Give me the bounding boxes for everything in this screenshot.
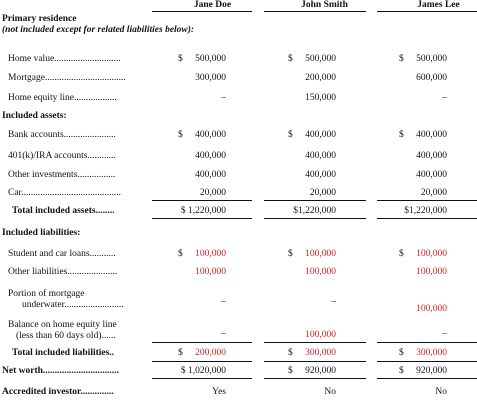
assets-rule-2 (264, 200, 366, 201)
other-liabilities-john: 100,000 (305, 267, 336, 277)
accredited-jane: Yes (212, 387, 226, 397)
total-assets-james: $1,220,000 (404, 206, 447, 216)
row-label-equity-line-line1: Balance on home equity line (8, 320, 117, 330)
other-liabilities-jane: 100,000 (195, 267, 226, 277)
underwater-jane: – (221, 297, 226, 307)
row-label-home-value: Home value............................ (8, 54, 121, 64)
home-value-dollar-2: $ (288, 54, 293, 64)
assets-rule-1 (152, 200, 252, 201)
net-worth-dollar-3: $ (399, 366, 404, 376)
home-equity-jane: – (221, 93, 226, 103)
underwater-james: 100,000 (416, 304, 447, 314)
row-label-home-equity-line: Home equity line.................. (8, 93, 117, 103)
home-value-jane: 500,000 (195, 54, 226, 64)
total-assets-john: $1,220,000 (293, 206, 336, 216)
header-underline-2 (264, 11, 366, 12)
column-header-john-smith: John Smith (301, 0, 348, 10)
net-worth-jane: $ 1,020,000 (180, 366, 226, 376)
total-included-liabilities-label: Total included liabilities.. (12, 348, 115, 358)
liab-rule-1 (152, 342, 252, 343)
liab-total-rule-2 (264, 361, 366, 362)
accredited-investor-label: Accredited investor.............. (2, 387, 114, 397)
loans-dollar-2: $ (288, 249, 293, 259)
total-liab-jane: 200,000 (195, 348, 226, 358)
home-equity-john: 150,000 (305, 93, 336, 103)
row-label-car: Car.......................................... (8, 188, 121, 198)
assets-total-rule-1 (152, 218, 252, 219)
total-liab-dollar-3: $ (399, 348, 404, 358)
equity-line-james: – (442, 329, 447, 339)
total-liab-james: 300,000 (416, 348, 447, 358)
header-underline-1 (152, 11, 252, 12)
home-value-dollar-3: $ (399, 54, 404, 64)
mortgage-jane: 300,000 (195, 73, 226, 83)
section-title-primary-residence: Primary residence (2, 14, 77, 24)
home-value-james: 500,000 (416, 54, 447, 64)
net-worth-rule-1 (152, 378, 252, 379)
row-label-other-liabilities: Other liabilities..................... (8, 267, 118, 277)
other-investments-jane: 400,000 (195, 170, 226, 180)
car-jane: 20,000 (199, 188, 226, 198)
bank-john: 400,000 (305, 130, 336, 140)
loans-jane: 100,000 (195, 249, 226, 259)
401k-james: 400,000 (416, 151, 447, 161)
liab-rule-2 (264, 342, 366, 343)
assets-rule-3 (377, 200, 477, 201)
other-investments-john: 400,000 (305, 170, 336, 180)
liab-total-rule-1 (152, 361, 252, 362)
net-worth-dollar-2: $ (288, 366, 293, 376)
bank-dollar-3: $ (399, 130, 404, 140)
loans-james: 100,000 (416, 249, 447, 259)
net-worth-rule-2 (264, 378, 366, 379)
equity-line-jane: – (221, 329, 226, 339)
net-worth-james: 920,000 (416, 366, 447, 376)
total-assets-jane: $ 1,220,000 (180, 206, 226, 216)
bank-dollar-1: $ (178, 130, 183, 140)
net-worth-john: 920,000 (305, 366, 336, 376)
home-equity-james: – (442, 93, 447, 103)
assets-total-rule-3 (377, 218, 477, 219)
bank-james: 400,000 (416, 130, 447, 140)
mortgage-john: 200,000 (305, 73, 336, 83)
column-header-jane-doe: Jane Doe (193, 0, 232, 10)
total-liab-dollar-1: $ (178, 348, 183, 358)
row-label-bank-accounts: Bank accounts...................... (8, 130, 116, 140)
net-worth-label: Net worth................................ (2, 366, 119, 376)
liab-rule-3 (377, 342, 477, 343)
row-label-mortgage-underwater-line2: underwater......................... (22, 300, 124, 310)
underwater-john: – (331, 297, 336, 307)
equity-line-john: 100,000 (305, 330, 336, 340)
row-label-equity-line-line2: (less than 60 days old)...... (16, 331, 116, 341)
primary-residence-note: not included except for related liabilities below (5, 25, 188, 35)
section-title-included-liabilities: Included liabilities: (2, 228, 81, 238)
assets-total-rule-2 (264, 218, 366, 219)
loans-john: 100,000 (305, 249, 336, 259)
row-label-student-car-loans: Student and car loans........... (8, 249, 116, 259)
mortgage-james: 600,000 (416, 73, 447, 83)
total-liab-dollar-2: $ (288, 348, 293, 358)
section-title-included-assets: Included assets: (2, 111, 67, 121)
loans-dollar-3: $ (399, 249, 404, 259)
header-underline-3 (377, 11, 477, 12)
total-liab-john: 300,000 (305, 348, 336, 358)
loans-dollar-1: $ (178, 249, 183, 259)
401k-jane: 400,000 (195, 151, 226, 161)
home-value-dollar-1: $ (178, 54, 183, 64)
net-worth-rule-3 (377, 378, 477, 379)
other-liabilities-james: 100,000 (416, 267, 447, 277)
column-header-james-lee: James Lee (417, 0, 460, 10)
row-label-other-investments: Other investments................ (8, 170, 116, 180)
other-investments-james: 400,000 (416, 170, 447, 180)
401k-john: 400,000 (305, 151, 336, 161)
liab-total-rule-3 (377, 361, 477, 362)
primary-residence-note-line1: (not included except for related liabilities below): (2, 25, 195, 35)
car-john: 20,000 (309, 188, 336, 198)
row-label-401k: 401(k)/IRA accounts............ (8, 151, 116, 161)
home-value-john: 500,000 (305, 54, 336, 64)
accredited-james: No (435, 387, 447, 397)
row-label-mortgage: Mortgage.................................. (8, 73, 126, 83)
car-james: 20,000 (420, 188, 447, 198)
total-included-assets-label: Total included assets........ (12, 206, 115, 216)
row-label-mortgage-underwater-line1: Portion of mortgage (8, 289, 85, 299)
accredited-john: No (324, 387, 336, 397)
bank-jane: 400,000 (195, 130, 226, 140)
bank-dollar-2: $ (288, 130, 293, 140)
